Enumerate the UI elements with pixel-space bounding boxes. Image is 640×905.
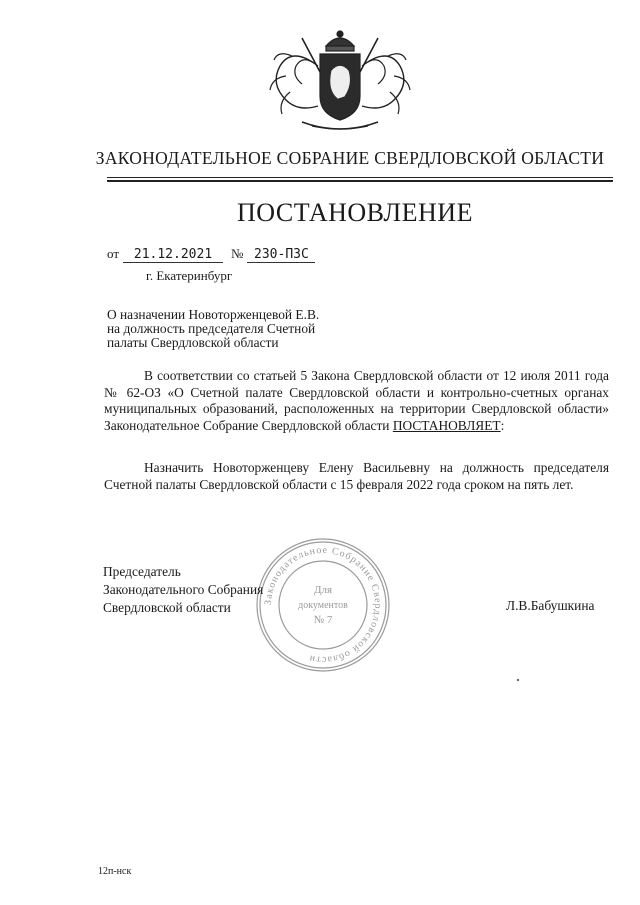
footer-code: 12п-нск	[98, 866, 132, 877]
document-date: 21.12.2021	[123, 247, 223, 263]
scan-speck	[517, 679, 519, 681]
signer-name: Л.В.Бабушкина	[506, 598, 595, 613]
header-divider-bottom	[107, 180, 613, 182]
date-number-line	[107, 245, 315, 263]
seal-center-line-1: Для	[313, 584, 333, 596]
official-seal-stamp	[253, 535, 393, 675]
seal-center-line-2: документов	[298, 600, 348, 611]
subject-line-1: О назначении Новоторженцевой Е.В.	[107, 307, 320, 322]
header-divider-top	[107, 177, 613, 178]
signature-title-line-2: Законодательного Собрания	[103, 582, 264, 597]
signature-title-line-1: Председатель	[103, 564, 181, 579]
organization-name: ЗАКОНОДАТЕЛЬНОЕ СОБРАНИЕ СВЕРДЛОВСКОЙ ОБЛАСТИ	[95, 148, 605, 168]
date-prefix: от	[107, 246, 120, 261]
coat-of-arms-emblem	[262, 26, 418, 136]
seal-ring-text: Законодательное Собрание Свердловской области	[262, 544, 384, 666]
document-number: 230-ПЗС	[247, 247, 315, 263]
document-subject	[107, 308, 319, 350]
signature-title-line-3: Свердловской области	[103, 600, 231, 615]
document-city: г. Екатеринбург	[146, 268, 233, 283]
resolve-word: ПОСТАНОВЛЯЕТ	[392, 417, 501, 433]
subject-line-2: на должность председателя Счетной	[107, 321, 316, 336]
document-title: ПОСТАНОВЛЕНИЕ	[237, 198, 473, 227]
seal-center-line-3: № 7	[313, 614, 333, 626]
body-paragraph-2: Назначить Новоторженцеву Елену Васильевну на должность председателя Счетной палаты Свердловской области с 15 февраля 2022 года сроком на пять лет.	[104, 460, 609, 492]
signature-block	[103, 563, 263, 617]
subject-line-3: палаты Свердловской области	[107, 335, 279, 350]
body-paragraph-1: В соответствии со статьей 5 Закона Свердловской области от 12 июля 2011 года № 62-ОЗ «О Счетной палате Свердловской области и контрольно-счетных органах муниципальных образований, расположенных на территории Свердловской области» Законодательное Собрание Свердловской области ПОСТАНОВЛЯЕТ:	[104, 368, 609, 433]
number-prefix: №	[231, 246, 244, 261]
